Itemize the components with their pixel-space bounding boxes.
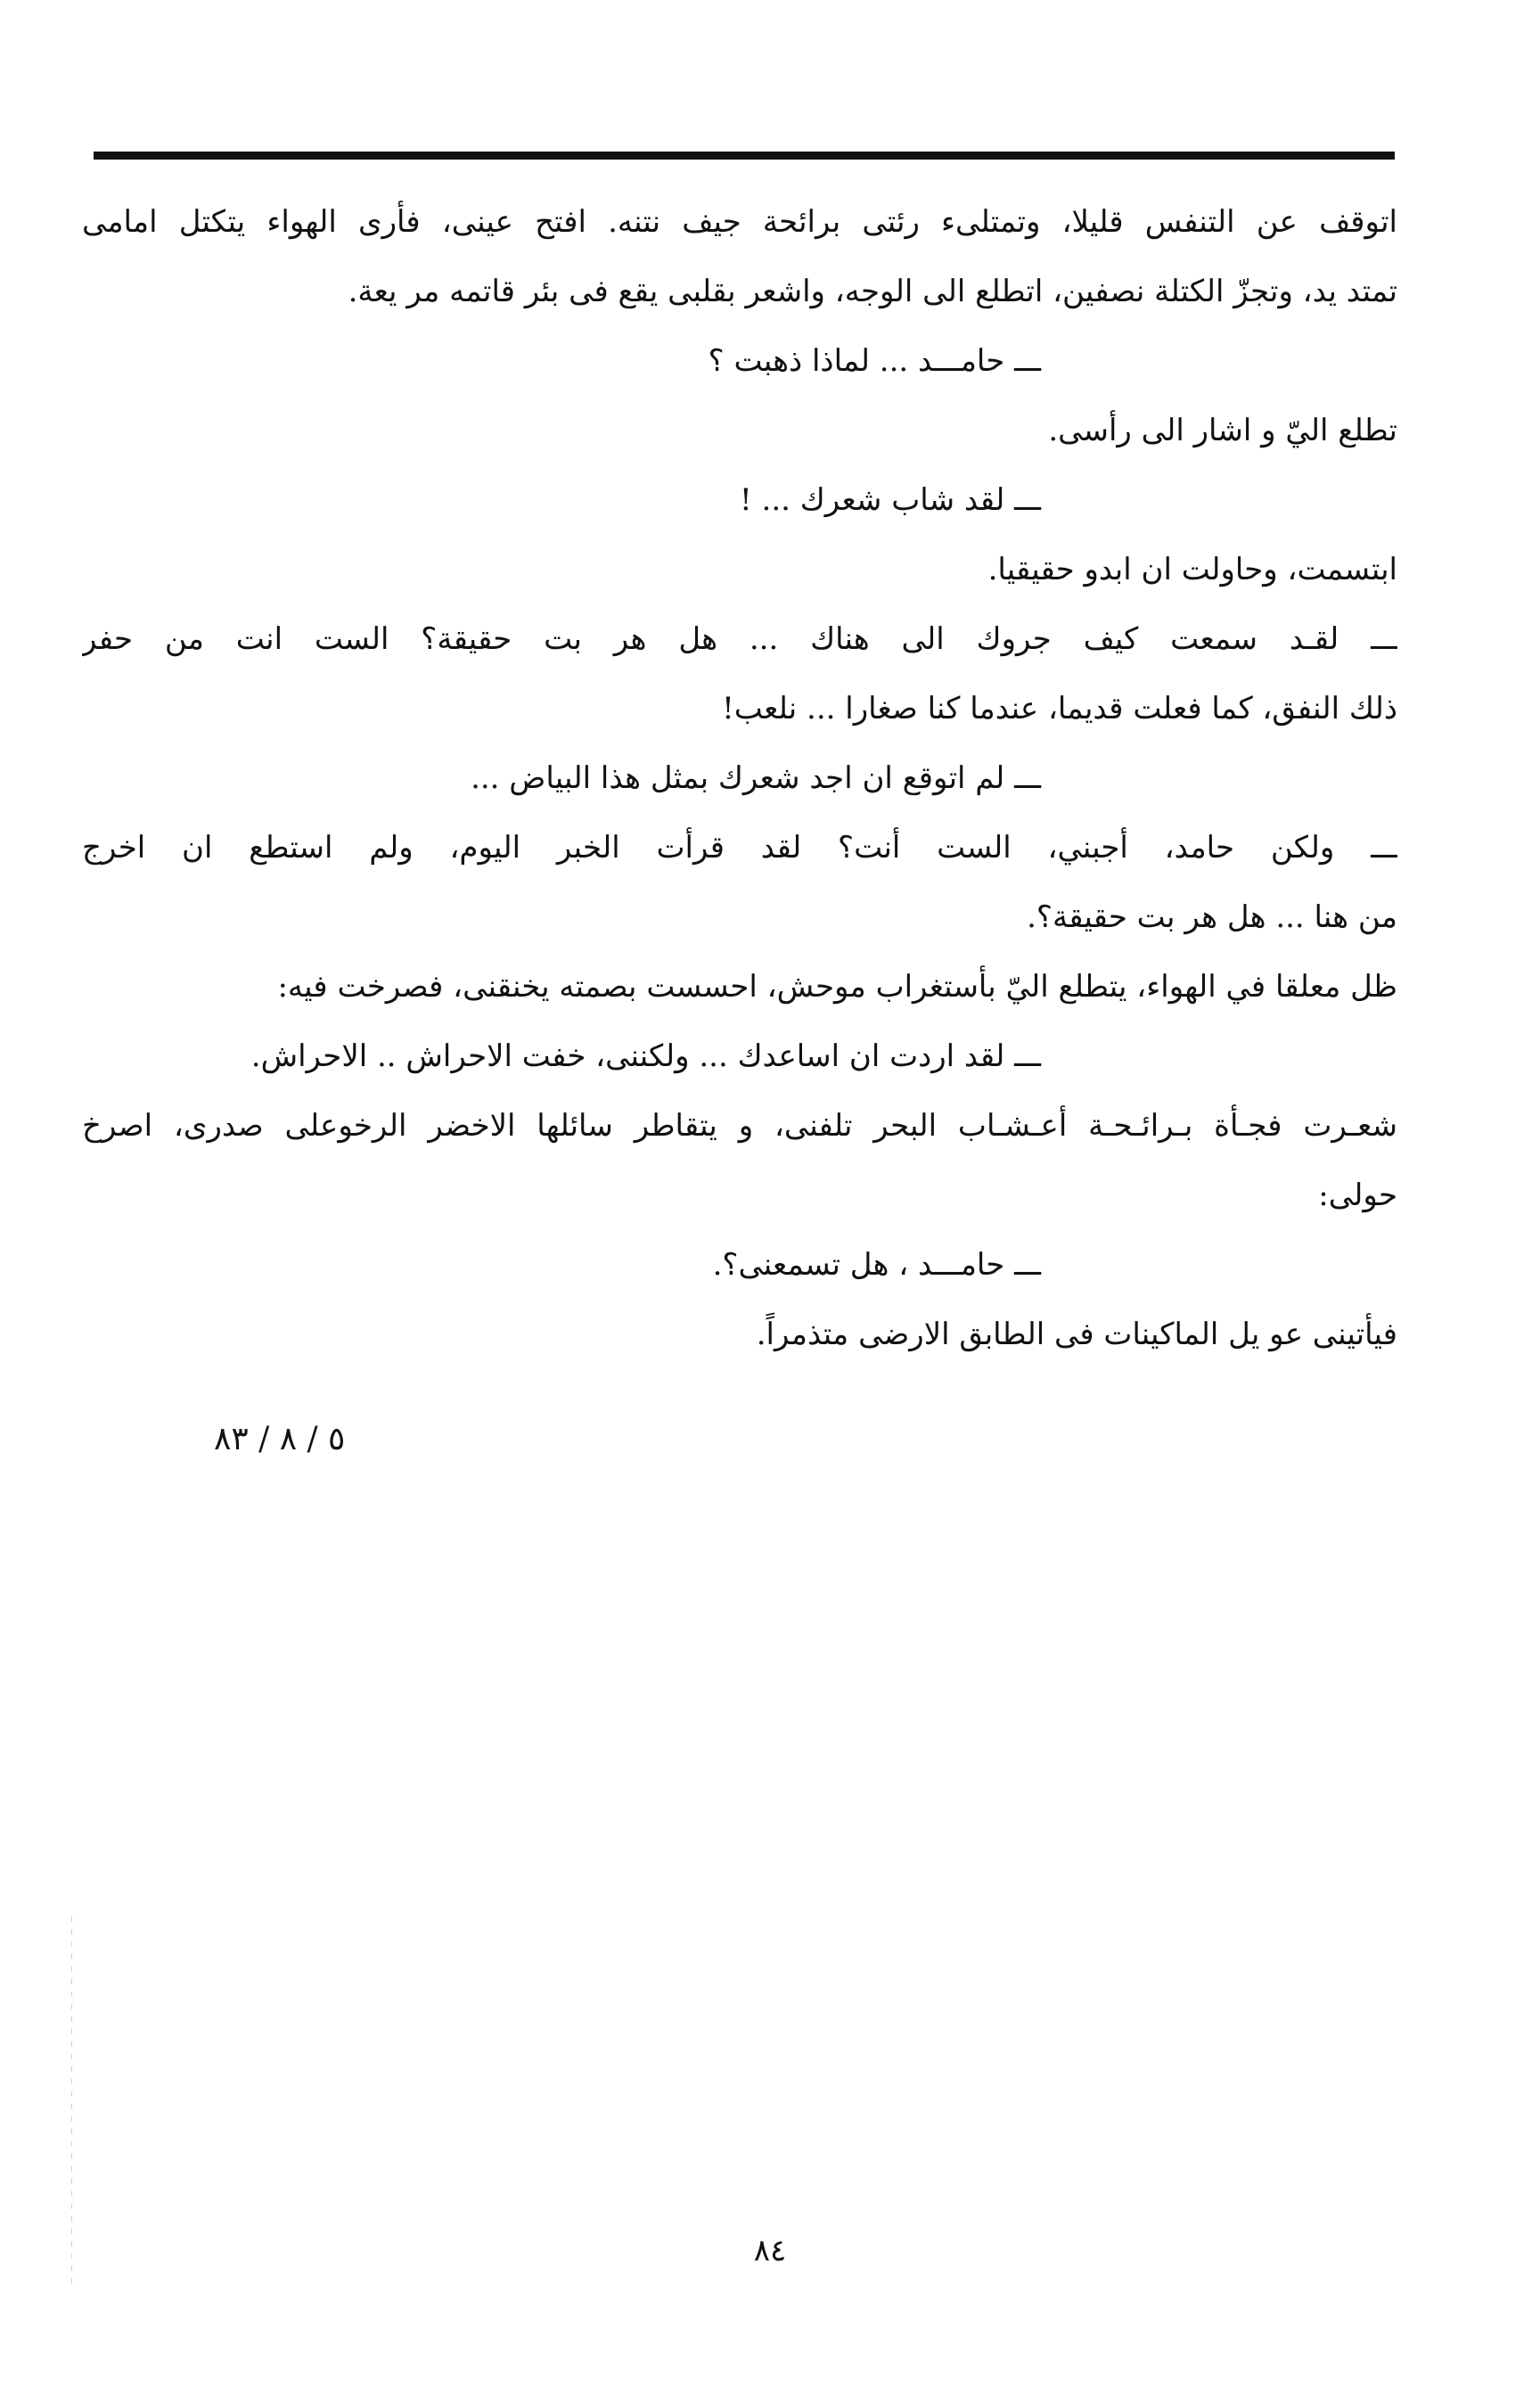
text-line: اتوقف عن التنفس قليلا، وتمتلىء رئتى برائحة جيف نتنه. افتح عينى، فأرى الهواء يتكتل امامى [82, 204, 1397, 240]
text-line: ذلك النفق، كما فعلت قديما، عندما كنا صغارا ... نلعب! [722, 691, 1397, 726]
scan-edge-mark [71, 1916, 72, 2291]
dialogue-line: ـــ لم اتوقع ان اجد شعرك بمثل هذا البياض ... [471, 760, 1041, 796]
body-text [82, 187, 1397, 1369]
text-line: ظل معلقا في الهواء، يتطلع اليّ بأستغراب موحش، احسست بصمته يخنقنى، فصرخت فيه: [277, 969, 1397, 1005]
top-rule [94, 152, 1395, 160]
dialogue-line: ـــ ولكن حامد، أجبني، الست أنت؟ لقد قرأت الخبر اليوم، ولم استطع ان اخرج [82, 830, 1397, 866]
dialogue-line: ـــ لقد شاب شعرك ... ! [740, 482, 1041, 518]
dialogue-line: ـــ لقد اردت ان اساعدك ... ولكننى، خفت الاحراش .. الاحراش. [250, 1038, 1041, 1074]
text-line: حولى: [1318, 1177, 1397, 1213]
date-signature: ٥ / ٨ / ٨٣ [214, 1421, 346, 1457]
dialogue-line: ـــ حامـــد ، هل تسمعنى؟. [712, 1247, 1041, 1283]
text-line: فيأتينى عو يل الماكينات فى الطابق الارضى متذمراً. [756, 1317, 1397, 1352]
text-line: ابتسمت، وحاولت ان ابدو حقيقيا. [987, 552, 1397, 587]
text-line: تطلع اليّ و اشار الى رأسى. [1048, 413, 1397, 448]
text-line: من هنا ... هل هر بت حقيقة؟. [1027, 899, 1397, 935]
text-line: شعـرت فجـأة بـرائـحـة أعـشـاب البحر تلفنى، و يتقاطر سائلها الاخضر الرخوعلى صدرى، اصرخ [82, 1108, 1397, 1144]
dialogue-line: ـــ حامـــد ... لماذا ذهبت ؟ [708, 343, 1041, 379]
page-number: ٨٤ [753, 2233, 787, 2269]
dialogue-line: ـــ لقـد سمعت كيف جروك الى هناك ... هل هر بت حقيقة؟ الست انت من حفر [82, 621, 1397, 657]
text-line: تمتد يد، وتجزّ الكتلة نصفين، اتطلع الى الوجه، واشعر بقلبى يقع فى بئر قاتمه مر يعة. [348, 274, 1397, 309]
